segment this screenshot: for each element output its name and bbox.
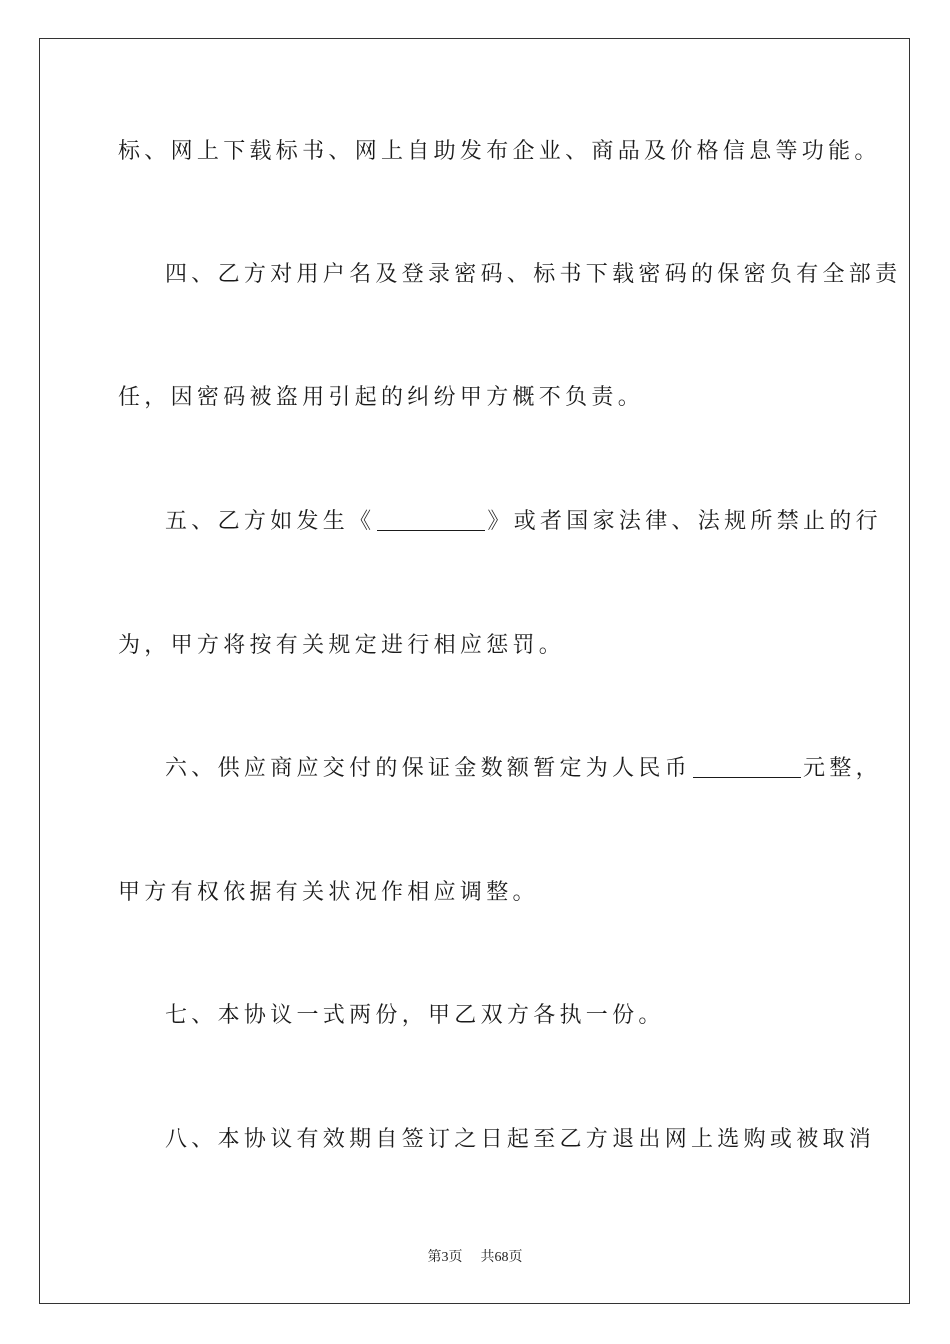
line-text-before-blank: 五、乙方如发生《 (165, 509, 376, 534)
line-text: 四、乙方对用户名及登录密码、标书下载密码的保密负有全部责 (165, 262, 902, 287)
line-text-before-blank: 六、供应商应交付的保证金数额暂定为人民币 (165, 756, 692, 781)
paragraph-line-4 (165, 502, 882, 542)
line-text: 甲方有权依据有关状况作相应调整。 (118, 880, 539, 905)
paragraph-line-7 (118, 873, 834, 913)
line-text-after-blank: 》或者国家法律、法规所禁止的行 (487, 509, 882, 534)
paragraph-line-2 (165, 255, 902, 295)
paragraph-line-1 (118, 132, 881, 172)
paragraph-line-9 (165, 1120, 876, 1160)
line-text: 任，因密码被盗用引起的纠纷甲方概不负责。 (118, 385, 645, 410)
paragraph-line-8 (165, 996, 834, 1036)
line-text-after-blank: 元整， (803, 756, 882, 781)
line-text: 八、本协议有效期自签订之日起至乙方退出网上选购或被取消 (165, 1127, 876, 1152)
line-text: 七、本协议一式两份，甲乙双方各执一份。 (165, 1003, 665, 1028)
fill-in-blank (377, 504, 485, 531)
fill-in-blank (693, 751, 801, 778)
paragraph-line-3 (118, 378, 834, 418)
paragraph-line-6 (165, 749, 882, 789)
page-footer (0, 1246, 950, 1266)
page-frame (39, 38, 910, 1304)
current-page-label: 第3页 (427, 1250, 463, 1265)
line-text: 为，甲方将按有关规定进行相应惩罚。 (118, 633, 566, 658)
paragraph-line-5 (118, 626, 834, 666)
total-pages-label: 共68页 (480, 1250, 523, 1265)
line-text: 标、网上下载标书、网上自助发布企业、商品及价格信息等功能。 (118, 139, 881, 164)
